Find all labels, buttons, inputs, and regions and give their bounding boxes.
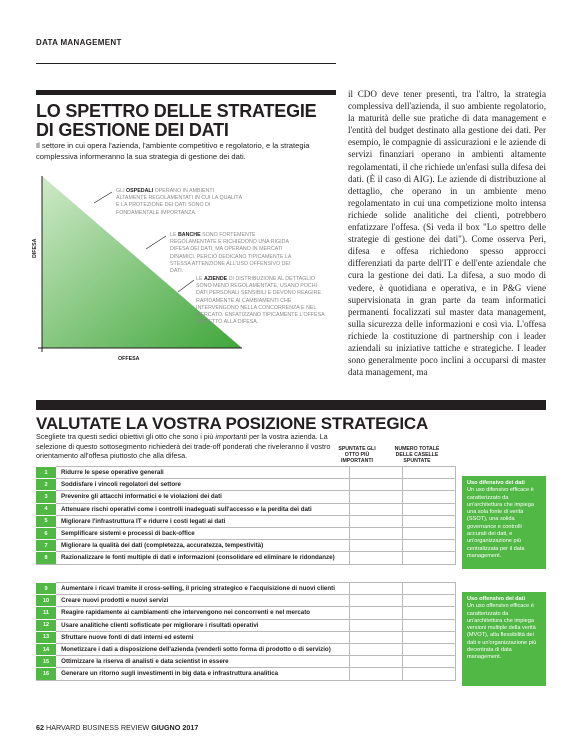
objective-text: Semplificare sistemi e processi di back-office bbox=[56, 527, 350, 539]
valutate-title: VALUTATE LA VOSTRA POSIZIONE STRATEGICA bbox=[36, 414, 429, 433]
callout-subject: AZIENDE bbox=[203, 276, 228, 282]
objective-row bbox=[36, 583, 456, 595]
objective-number: 11 bbox=[36, 607, 56, 619]
callout-text: OPERANO IN AMBIENTI ALTAMENTE REGOLAMENTATI IN CUI LA QUALITÀ E LA PROTEZIONE DEI DATI SONO DI FONDAMENTALE IMPORTANZA. bbox=[116, 188, 243, 216]
callout-retail bbox=[196, 276, 328, 326]
defensive-box-text: Un uso difensivo efficace è caratterizzato da un'architettura che impiega una sola fonte di verità (SSOT), una solida governance e controlli accurati dei dati, e un'organizzazione più centralizzata per il data management. bbox=[467, 487, 534, 559]
callout-subject: OSPEDALI bbox=[126, 188, 154, 194]
defensive-objectives-table bbox=[36, 466, 456, 565]
check-cell[interactable] bbox=[350, 467, 403, 479]
callout-leader-banks bbox=[146, 236, 166, 249]
spectrum-title bbox=[36, 102, 336, 140]
offensive-box-title: Uso offensivo dei dati bbox=[467, 596, 526, 602]
objective-number: 14 bbox=[36, 643, 56, 655]
defensive-use-box bbox=[462, 476, 546, 569]
valutate-intro bbox=[36, 432, 336, 461]
offensive-objectives-table bbox=[36, 582, 456, 681]
total-cell bbox=[403, 552, 456, 564]
objective-number: 15 bbox=[36, 656, 56, 668]
objective-text: Reagire rapidamente ai cambiamenti che intervengono nei concorrenti e nel mercato bbox=[56, 607, 350, 619]
spectrum-title-line1: LO SPETTRO DELLE STRATEGIE bbox=[36, 101, 317, 121]
objective-row bbox=[36, 595, 456, 607]
axis-label-offesa: OFFESA bbox=[118, 356, 140, 362]
valutate-intro-part: Scegliete tra questi sedici obiettivi gli otto che sono i più bbox=[36, 432, 216, 441]
callout-text: DI DISTRIBUZIONE AL DETTAGLIO SONO MENO REGOLAMENTATE, USANO POCHI DATI PERSONALI SENSIBILI E DEVONO REAGIRE RAPIDAMENTE AI CAMBIAMENTI CHE INTERVENGONO NELLA CONCORRENZA E NEL MERCATO. ENFATIZZANO TIPICAMENTE L'OFFESA RISPETTO ALLA DIFESA. bbox=[196, 276, 325, 326]
axis-label-difesa: DIFESA bbox=[32, 238, 38, 258]
objective-text: Aumentare i ricavi tramite il cross-selling, il pricing strategico e l'acquisizione di nuovi clienti bbox=[56, 583, 350, 595]
article-body-text: il CDO deve tener presenti, tra l'altro, la strategia complessiva dell'azienda, il suo ambiente regolatorio, la maturità delle sue pratiche di data management e l'entità del budget destinato alla gestione dei dati. Per esempio, le compagnie di assicurazioni e le aziende di servizi finanziari operano in ambienti altamente regolamentati, il che richiede un'enfasi sulla difesa dei dati. (È il caso di AIG). Le aziende di distribuzione al dettaglio, che operano in un ambiente meno regolamentato in cui una competizione molto intensa richiede solide analitiche dei clienti, potrebbero enfatizzare l'offesa. (Si veda il box "Lo spettro delle strategie di gestione dei dati"). Come osserva Peri, difesa e offesa richiedono spesso approcci differenziati da parte dell'IT e dell'ente aziendale che cura la gestione dei dati. La difesa, a suo modo di vedere, è quotidiana e operativa, e in P&G viene supervisionata in gran parte da team informatici permanenti focalizzati sul master data management, sulla sicurezza delle informazioni e così via. L'offesa richiede la costituzione di partnership con i leader aziendali su iniziative tattiche e strategiche. I leader sono generalmente poco inclini a occuparsi di master data management, ma bbox=[348, 89, 546, 378]
check-cell[interactable] bbox=[350, 491, 403, 503]
spectrum-title-line2: DI GESTIONE DEI DATI bbox=[36, 120, 229, 140]
check-cell[interactable] bbox=[350, 668, 403, 680]
objective-text: Prevenire gli attacchi informatici e le violazioni dei dati bbox=[56, 491, 350, 503]
objective-number: 2 bbox=[36, 479, 56, 491]
objective-number: 12 bbox=[36, 619, 56, 631]
callout-text: SONO FORTEMENTE REGOLAMENTATE E RICHIEDONO UNA RIGIDA DIFESA DEI DATI, MA OPERANO IN MERCATI DINAMICI. PERCIÒ DEDICANO TIPICAMENTE LA STESSA ATTENZIONE ALL'USO OFFENSIVO DEI DATI. bbox=[170, 232, 292, 275]
defensive-box-title: Uso difensivo dei dati bbox=[467, 480, 525, 486]
offensive-box-text: Un uso offensivo efficace è caratterizzato da un'architettura che impiega versioni multiple della verità (MVOT), alta flessibilità dei dati e un'organizzazione più decentrata di data management. bbox=[467, 603, 537, 661]
total-cell bbox=[403, 656, 456, 668]
check-cell[interactable] bbox=[350, 619, 403, 631]
total-cell bbox=[403, 607, 456, 619]
publication-name: HARVARD BUSINESS REVIEW bbox=[46, 723, 150, 732]
check-cell[interactable] bbox=[350, 515, 403, 527]
objective-row bbox=[36, 515, 456, 527]
objective-row bbox=[36, 643, 456, 655]
callout-subject: BANCHE bbox=[177, 232, 201, 238]
check-cell[interactable] bbox=[350, 656, 403, 668]
spectrum-top-bar bbox=[36, 90, 336, 95]
objective-text: Soddisfare i vincoli regolatori del settore bbox=[56, 479, 350, 491]
callout-banks bbox=[170, 232, 298, 275]
issue-date: GIUGNO 2017 bbox=[151, 723, 199, 732]
objective-row bbox=[36, 540, 456, 552]
objective-row bbox=[36, 467, 456, 479]
page-number: 62 bbox=[36, 723, 44, 732]
objective-number: 6 bbox=[36, 527, 56, 539]
callout-lead: GLI bbox=[116, 188, 125, 194]
total-cell bbox=[403, 540, 456, 552]
valutate-top-bar bbox=[36, 400, 546, 410]
check-cell[interactable] bbox=[350, 503, 403, 515]
total-cell bbox=[403, 467, 456, 479]
check-cell[interactable] bbox=[350, 595, 403, 607]
objective-number: 16 bbox=[36, 668, 56, 680]
objective-row bbox=[36, 668, 456, 680]
objective-number: 13 bbox=[36, 631, 56, 643]
objective-row bbox=[36, 631, 456, 643]
check-cell[interactable] bbox=[350, 527, 403, 539]
objective-row bbox=[36, 503, 456, 515]
objective-number: 5 bbox=[36, 515, 56, 527]
total-cell bbox=[403, 515, 456, 527]
check-cell[interactable] bbox=[350, 552, 403, 564]
section-label: DATA MANAGEMENT bbox=[36, 38, 122, 47]
offensive-use-box bbox=[462, 592, 546, 686]
check-cell[interactable] bbox=[350, 540, 403, 552]
page-footer bbox=[36, 723, 198, 732]
total-cell bbox=[403, 668, 456, 680]
objective-number: 9 bbox=[36, 583, 56, 595]
callout-lead: LE bbox=[170, 232, 177, 238]
spectrum-diagram bbox=[32, 176, 336, 366]
objective-number: 1 bbox=[36, 467, 56, 479]
objective-text: Ottimizzare la riserva di analisti e data scientist in essere bbox=[56, 656, 350, 668]
objective-text: Sfruttare nuove fonti di dati interni ed esterni bbox=[56, 631, 350, 643]
total-cell bbox=[403, 595, 456, 607]
objective-row bbox=[36, 607, 456, 619]
objective-row bbox=[36, 552, 456, 564]
total-cell bbox=[403, 479, 456, 491]
objective-number: 4 bbox=[36, 503, 56, 515]
check-cell[interactable] bbox=[350, 583, 403, 595]
objective-row bbox=[36, 619, 456, 631]
total-cell bbox=[403, 619, 456, 631]
check-cell[interactable] bbox=[350, 607, 403, 619]
header-divider bbox=[36, 63, 336, 64]
objective-row bbox=[36, 479, 456, 491]
check-cell[interactable] bbox=[350, 479, 403, 491]
total-cell bbox=[403, 503, 456, 515]
total-cell bbox=[403, 643, 456, 655]
objective-text: Migliorare l'infrastruttura IT e ridurre i costi legati ai dati bbox=[56, 515, 350, 527]
total-cell bbox=[403, 583, 456, 595]
total-cell bbox=[403, 631, 456, 643]
callout-hospitals bbox=[116, 188, 246, 217]
spectrum-intro: Il settore in cui opera l'azienda, l'ambiente competitivo e regolatorio, e la strategia complessiva informeranno la sua strategia di gestione dei dati. bbox=[36, 141, 310, 161]
callout-leader-hospitals bbox=[94, 192, 112, 203]
valutate-intro-part: per la vostra azienda. La selezione di questo sottosegmento richiederà dei trade-off ponderati che riveleranno il vostro orientamento all'offesa piuttosto che alla difesa. bbox=[36, 432, 331, 460]
check-cell[interactable] bbox=[350, 631, 403, 643]
objective-row bbox=[36, 656, 456, 668]
total-cell bbox=[403, 527, 456, 539]
objective-number: 10 bbox=[36, 595, 56, 607]
check-cell[interactable] bbox=[350, 643, 403, 655]
callout-lead: LE bbox=[196, 276, 203, 282]
objective-row bbox=[36, 527, 456, 539]
column-header-total-checked: NUMERO TOTALE DELLE CASELLE SPUNTATE bbox=[394, 446, 440, 465]
objective-text: Attenuare rischi operativi come i controlli inadeguati sull'accesso e la perdita dei dati bbox=[56, 503, 350, 515]
total-cell bbox=[403, 491, 456, 503]
objective-text: Usare analitiche clienti sofisticate per migliorare i risultati operativi bbox=[56, 619, 350, 631]
objective-text: Ridurre le spese operative generali bbox=[56, 467, 350, 479]
objective-text: Creare nuovi prodotti e nuovi servizi bbox=[56, 595, 350, 607]
objective-number: 3 bbox=[36, 491, 56, 503]
objective-text: Generare un ritorno sugli investimenti in big data e infrastruttura analitica bbox=[56, 668, 350, 680]
objective-number: 8 bbox=[36, 552, 56, 564]
column-header-check-eight: SPUNTATE GLI OTTO PIÙ IMPORTANTI bbox=[338, 446, 376, 465]
valutate-intro-emphasis: importanti bbox=[215, 432, 247, 441]
objective-text: Monetizzare i dati a disposizione dell'azienda (venderli sotto forma di prodotto o di servizio) bbox=[56, 643, 350, 655]
objective-text: Migliorare la qualità dei dati (completezza, accuratezza, tempestività) bbox=[56, 540, 350, 552]
callout-leader-retail bbox=[178, 280, 194, 292]
objective-row bbox=[36, 491, 456, 503]
objective-text: Razionalizzare le fonti multiple di dati e informazioni (consolidare ed eliminare le ridondanze) bbox=[56, 552, 350, 564]
objective-number: 7 bbox=[36, 540, 56, 552]
